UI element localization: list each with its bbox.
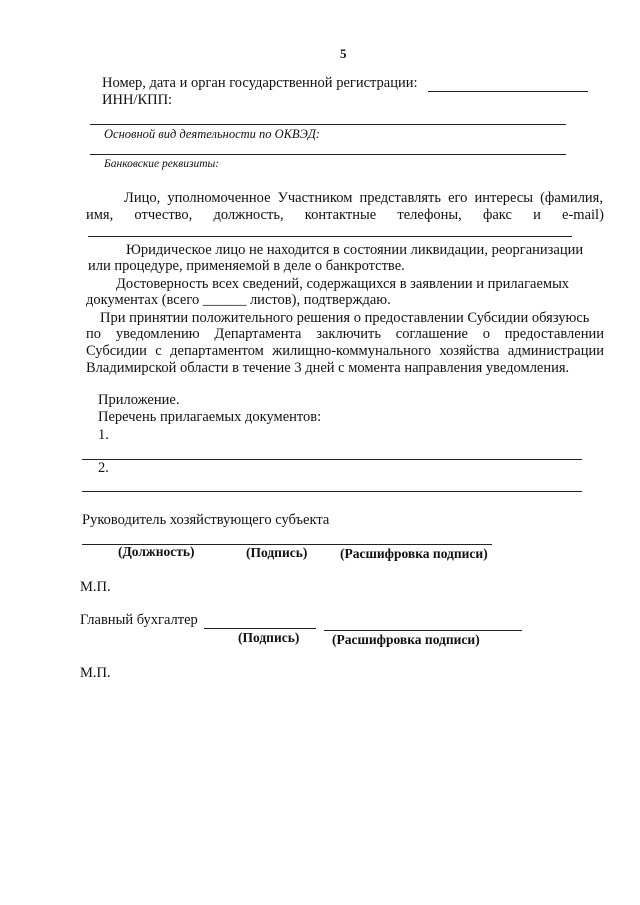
attachment-list-title: Перечень прилагаемых документов: (98, 409, 322, 425)
word: контактные (304, 207, 377, 223)
commitment-line-2 (86, 326, 604, 342)
word: с (155, 343, 162, 359)
accountant-decoding-caption: (Расшифровка подписи) (332, 632, 480, 647)
word: департаментом (170, 343, 264, 359)
word: и (533, 207, 541, 223)
inn-kpp-label: ИНН/КПП: (102, 92, 173, 108)
registration-field-line (428, 91, 588, 92)
accountant-label: Главный бухгалтер (80, 612, 198, 628)
stamp-mp-2: М.П. (80, 665, 111, 681)
stamp-mp-1: М.П. (80, 579, 111, 595)
okved-field-line (90, 154, 566, 155)
head-position-caption: (Должность) (118, 544, 195, 559)
inn-field-line (90, 124, 566, 125)
word: уполномоченное (167, 190, 271, 206)
word: Участником (277, 190, 353, 206)
word: соглашение (395, 326, 468, 342)
word: предоставлении (504, 326, 604, 342)
word: (фамилия, (540, 190, 603, 206)
word: о (482, 326, 490, 342)
registration-label: Номер, дата и орган государственной регистрации: (102, 75, 418, 91)
commitment-line-4: Владимирской области в течение 3 дней с момента направления уведомления. (86, 360, 570, 376)
word: факс (482, 207, 512, 223)
word: представлять (359, 190, 441, 206)
word: по (86, 326, 102, 342)
commitment-line-3 (86, 343, 604, 359)
representative-line-2 (86, 207, 604, 223)
reliability-statement-line-2: документах (всего ______ листов), подтверждаю. (86, 292, 391, 308)
accountant-signature-caption: (Подпись) (238, 630, 300, 645)
word: должность, (213, 207, 284, 223)
word: его (448, 190, 468, 206)
liquidation-statement-line-1: Юридическое лицо не находится в состоянии ликвидации, реорганизации (126, 242, 584, 258)
liquidation-statement-line-2: или процедуре, применяемой в деле о банкротстве. (88, 258, 405, 274)
word: Департамента (214, 326, 302, 342)
head-decoding-caption: (Расшифровка подписи) (340, 546, 488, 561)
attachment-title: Приложение. (98, 392, 180, 408)
word: уведомлению (115, 326, 200, 342)
representative-field-line (88, 236, 572, 237)
word: Лицо, (124, 190, 161, 206)
attachment-item-2: 2. (98, 460, 109, 476)
word: e-mail) (562, 207, 604, 223)
attachment-line-2 (82, 491, 582, 492)
accountant-decoding-line (324, 630, 522, 631)
bank-details-label: Банковские реквизиты: (104, 158, 220, 170)
page-number: 5 (340, 46, 347, 61)
word: администрации (507, 343, 604, 359)
head-label: Руководитель хозяйствующего субъекта (82, 512, 330, 528)
word: жилищно-коммунального (272, 343, 431, 359)
word: отчество, (134, 207, 193, 223)
attachment-item-1: 1. (98, 427, 109, 443)
word: имя, (86, 207, 114, 223)
word: заключить (316, 326, 381, 342)
attachment-line-1 (82, 459, 582, 460)
reliability-statement-line-1: Достоверность всех сведений, содержащихся в заявлении и прилагаемых (116, 276, 570, 292)
head-signature-caption: (Подпись) (246, 545, 308, 560)
word: Субсидии (86, 343, 147, 359)
accountant-signature-line (204, 628, 316, 629)
representative-line-1 (124, 190, 603, 206)
word: телефоны, (397, 207, 462, 223)
okved-label: Основной вид деятельности по ОКВЭД: (104, 127, 320, 141)
word: интересы (474, 190, 533, 206)
word: хозяйства (439, 343, 500, 359)
commitment-line-1: При принятии положительного решения о предоставлении Субсидии обязуюсь (100, 310, 590, 326)
